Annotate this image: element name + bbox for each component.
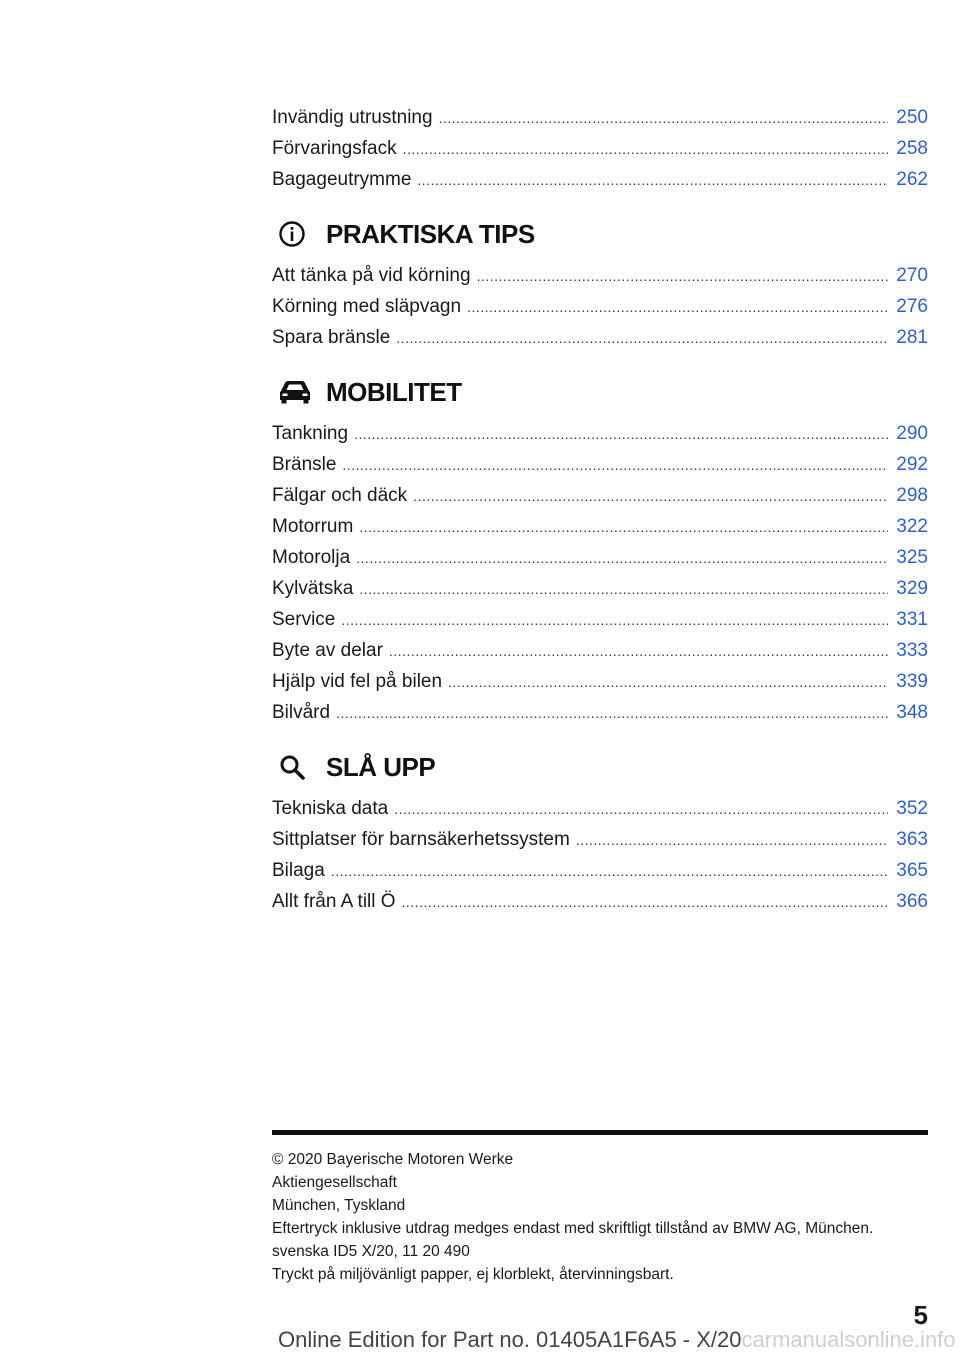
- section-title: SLÅ UPP: [326, 751, 436, 782]
- section-heading: [272, 370, 928, 414]
- toc-page-link[interactable]: 331: [896, 609, 928, 630]
- toc-entry-label: Service: [272, 609, 336, 630]
- dot-leader: [359, 574, 888, 605]
- toc-entry[interactable]: [272, 635, 928, 666]
- toc-entry[interactable]: [272, 418, 928, 449]
- dot-leader: [336, 698, 888, 729]
- toc-page-link[interactable]: 339: [896, 671, 928, 692]
- section-heading: [272, 212, 928, 256]
- toc-entry[interactable]: [272, 886, 928, 917]
- toc-entry[interactable]: [272, 164, 928, 195]
- toc-entry[interactable]: [272, 573, 928, 604]
- toc-entry-label: Spara bränsle: [272, 327, 391, 348]
- toc-entry-label: Bränsle: [272, 454, 337, 475]
- table-of-contents: [272, 102, 928, 917]
- toc-page-link[interactable]: 258: [896, 138, 928, 159]
- toc-entry[interactable]: [272, 824, 928, 855]
- toc-entry-label: Invändig utrustning: [272, 107, 433, 128]
- toc-entry[interactable]: [272, 604, 928, 635]
- imprint-line: Tryckt på miljövänligt papper, ej klorblekt, återvinningsbart.: [272, 1266, 674, 1283]
- section-mobilitet: [272, 370, 928, 728]
- dot-leader: [396, 323, 888, 354]
- toc-page-link[interactable]: 329: [896, 578, 928, 599]
- dot-leader: [341, 605, 888, 636]
- car-icon: [278, 376, 320, 408]
- section-title: PRAKTISKA TIPS: [326, 218, 535, 249]
- toc-page-link[interactable]: 352: [896, 798, 928, 819]
- dot-leader: [448, 667, 888, 698]
- imprint-line: svenska ID5 X/20, 11 20 490: [272, 1243, 470, 1260]
- toc-page-link[interactable]: 281: [896, 327, 928, 348]
- toc-entry-label: Motorolja: [272, 547, 351, 568]
- toc-page-link[interactable]: 348: [896, 702, 928, 723]
- online-edition-watermark: [278, 1327, 956, 1353]
- section-praktiska-tips: [272, 212, 928, 353]
- toc-entry-label: Kylvätska: [272, 578, 354, 599]
- toc-page-link[interactable]: 262: [896, 169, 928, 190]
- toc-entry[interactable]: [272, 855, 928, 886]
- toc-entry-label: Tankning: [272, 423, 349, 444]
- toc-page-link[interactable]: 366: [896, 891, 928, 912]
- toc-page-link[interactable]: 276: [896, 296, 928, 317]
- toc-entry-label: Hjälp vid fel på bilen: [272, 671, 443, 692]
- toc-entry-label: Motorrum: [272, 516, 354, 537]
- footer-divider: [272, 1130, 928, 1135]
- toc-entry[interactable]: [272, 133, 928, 164]
- toc-entry[interactable]: [272, 511, 928, 542]
- imprint-line: Aktiengesellschaft: [272, 1174, 397, 1191]
- toc-entry-label: Bilvård: [272, 702, 331, 723]
- toc-entry-label: Att tänka på vid körning: [272, 265, 471, 286]
- search-icon: [278, 751, 320, 783]
- section-title: MOBILITET: [326, 376, 462, 407]
- toc-entry-label: Sittplatser för barnsäkerhetssystem: [272, 829, 570, 850]
- toc-entry[interactable]: [272, 480, 928, 511]
- dot-leader: [342, 450, 888, 481]
- toc-page-link[interactable]: 363: [896, 829, 928, 850]
- toc-entry[interactable]: [272, 449, 928, 480]
- dot-leader: [389, 636, 888, 667]
- dot-leader: [439, 103, 889, 134]
- dot-leader: [402, 887, 889, 918]
- toc-entry[interactable]: [272, 542, 928, 573]
- imprint-line: München, Tyskland: [272, 1197, 406, 1214]
- watermark-text: Online Edition for Part no. 01405A1F6A5 - X/20: [278, 1327, 742, 1352]
- toc-entry[interactable]: [272, 793, 928, 824]
- toc-intro-group: [272, 102, 928, 195]
- toc-entry[interactable]: [272, 322, 928, 353]
- toc-page-link[interactable]: 298: [896, 485, 928, 506]
- dot-leader: [356, 543, 888, 574]
- toc-entry-label: Allt från A till Ö: [272, 891, 396, 912]
- toc-entry-label: Tekniska data: [272, 798, 389, 819]
- section-sla-upp: [272, 745, 928, 917]
- dot-leader: [417, 165, 888, 196]
- dot-leader: [576, 825, 889, 856]
- toc-page-link[interactable]: 270: [896, 265, 928, 286]
- dot-leader: [477, 261, 889, 292]
- info-icon: [278, 218, 320, 250]
- toc-entry[interactable]: [272, 102, 928, 133]
- watermark-site: carmanualsonline.info: [741, 1327, 956, 1352]
- toc-entry-label: Bilaga: [272, 860, 325, 881]
- dot-leader: [331, 856, 888, 887]
- imprint-block: [272, 1148, 932, 1286]
- page-number: 5: [913, 1300, 928, 1330]
- dot-leader: [359, 512, 888, 543]
- toc-page-link[interactable]: 333: [896, 640, 928, 661]
- dot-leader: [354, 419, 888, 450]
- toc-page-link[interactable]: 292: [896, 454, 928, 475]
- dot-leader: [467, 292, 888, 323]
- toc-page-link[interactable]: 250: [896, 107, 928, 128]
- toc-page-link[interactable]: 290: [896, 423, 928, 444]
- toc-entry[interactable]: [272, 260, 928, 291]
- toc-entry[interactable]: [272, 291, 928, 322]
- toc-page-link[interactable]: 325: [896, 547, 928, 568]
- dot-leader: [403, 134, 889, 165]
- imprint-line: © 2020 Bayerische Motoren Werke: [272, 1151, 514, 1168]
- toc-entry-label: Förvaringsfack: [272, 138, 397, 159]
- section-heading: [272, 745, 928, 789]
- toc-entry-label: Bagageutrymme: [272, 169, 412, 190]
- dot-leader: [394, 794, 888, 825]
- toc-entry-label: Körning med släpvagn: [272, 296, 462, 317]
- imprint-line: Eftertryck inklusive utdrag medges endast med skriftligt tillstånd av BMW AG, München.: [272, 1220, 874, 1237]
- toc-entry[interactable]: [272, 697, 928, 728]
- toc-entry-label: Byte av delar: [272, 640, 383, 661]
- toc-entry[interactable]: [272, 666, 928, 697]
- dot-leader: [413, 481, 888, 512]
- toc-entry-label: Fälgar och däck: [272, 485, 408, 506]
- toc-page-link[interactable]: 365: [896, 860, 928, 881]
- toc-page-link[interactable]: 322: [896, 516, 928, 537]
